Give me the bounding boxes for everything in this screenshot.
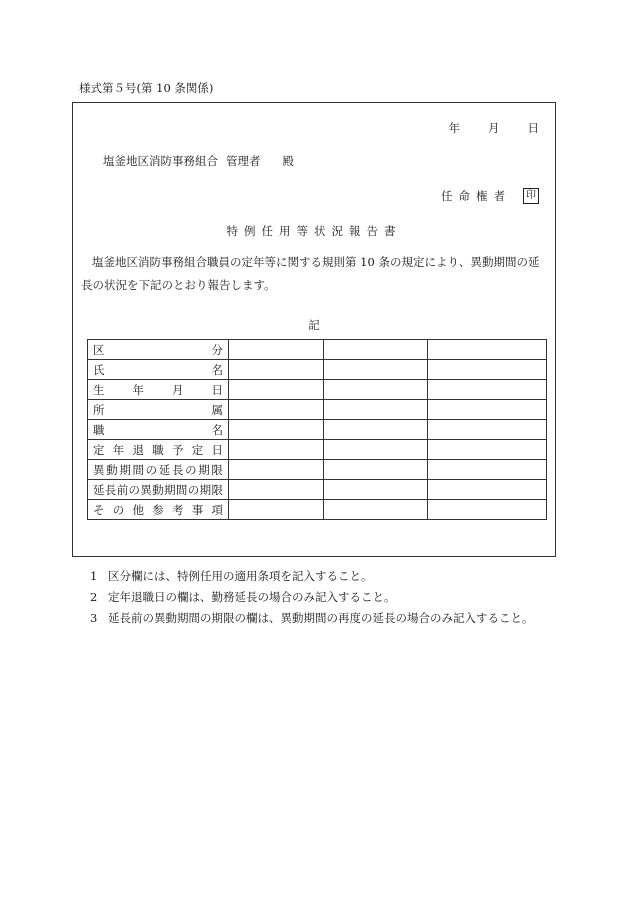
document-title: 特例任用等状況報告書 <box>226 224 402 238</box>
table-entry-cell[interactable] <box>229 500 324 520</box>
table-row <box>88 440 547 460</box>
table-row-label <box>88 440 229 460</box>
table-row-label <box>88 400 229 420</box>
table-row <box>88 420 547 440</box>
table-entry-cell[interactable] <box>428 400 547 420</box>
note-item <box>90 589 534 610</box>
table-entry-cell[interactable] <box>229 480 324 500</box>
table-entry-cell[interactable] <box>324 360 428 380</box>
table-entry-cell[interactable] <box>428 500 547 520</box>
table-row-label <box>88 360 229 380</box>
table-row <box>88 480 547 500</box>
date-year-label: 年 <box>448 121 460 135</box>
table-entry-cell[interactable] <box>428 360 547 380</box>
table-row <box>88 380 547 400</box>
table-entry-cell[interactable] <box>229 420 324 440</box>
table-row-label-text: 氏 名 <box>93 362 223 377</box>
table-entry-cell[interactable] <box>324 380 428 400</box>
table-row-label-text: 異 動 期 間 の 延 長 の 期 限 <box>93 462 223 477</box>
table-entry-cell[interactable] <box>324 440 428 460</box>
table-row <box>88 500 547 520</box>
table-row-label-text: 延 長 前 の 異 動 期 間 の 期 限 <box>93 482 223 497</box>
table-entry-cell[interactable] <box>324 400 428 420</box>
table-row-label <box>88 340 229 360</box>
table-row-label-text: 定 年 退 職 予 定 日 <box>93 442 223 457</box>
table-entry-cell[interactable] <box>428 420 547 440</box>
ki-heading: 記 <box>308 318 320 332</box>
table-row-label <box>88 420 229 440</box>
date-line <box>449 120 540 136</box>
table-entry-cell[interactable] <box>229 340 324 360</box>
table-row <box>88 460 547 480</box>
table-entry-cell[interactable] <box>229 360 324 380</box>
note-number: 3 <box>90 611 98 625</box>
addressee <box>103 153 294 169</box>
table-row-label <box>88 480 229 500</box>
table-entry-cell[interactable] <box>428 380 547 400</box>
table-row-label <box>88 460 229 480</box>
table-row-label <box>88 500 229 520</box>
table-row-label <box>88 380 229 400</box>
table-row-label-text: 区 分 <box>93 342 223 357</box>
form-number: 様式第５号(第 10 条関係) <box>79 81 214 95</box>
note-item <box>90 610 534 631</box>
table-entry-cell[interactable] <box>324 480 428 500</box>
report-form-frame <box>72 102 556 557</box>
table-row-label-text: 生 年 月 日 <box>93 382 223 397</box>
note-text: 延長前の異動期間の期限の欄は、異動期間の再度の延長の場合のみ記入すること。 <box>108 611 534 625</box>
table-row <box>88 400 547 420</box>
appointing-authority <box>441 188 539 204</box>
addressee-org: 塩釜地区消防事務組合 <box>103 154 218 168</box>
note-text: 定年退職日の欄は、勤務延長の場合のみ記入すること。 <box>108 590 396 604</box>
note-number: 1 <box>90 569 98 583</box>
date-month-label: 月 <box>488 121 500 135</box>
addressee-honorific: 殿 <box>282 154 294 168</box>
table-entry-cell[interactable] <box>229 400 324 420</box>
table-entry-cell[interactable] <box>324 420 428 440</box>
table-entry-cell[interactable] <box>229 460 324 480</box>
table-entry-cell[interactable] <box>229 440 324 460</box>
report-body-text: 塩釜地区消防事務組合職員の定年等に関する規則第 10 条の規定により、異動期間の延長の状況を下記のとおり報告します。 <box>81 255 540 292</box>
notes-list <box>90 568 534 631</box>
date-day-label: 日 <box>527 121 539 135</box>
note-number: 2 <box>90 590 98 604</box>
table-row-label-text: そ の 他 参 考 事 項 <box>93 502 223 517</box>
table-entry-cell[interactable] <box>428 460 547 480</box>
note-text: 区分欄には、特例任用の適用条項を記入すること。 <box>108 569 373 583</box>
note-item <box>90 568 534 589</box>
table-entry-cell[interactable] <box>428 480 547 500</box>
table-row <box>88 360 547 380</box>
table-row <box>88 340 547 360</box>
table-entry-cell[interactable] <box>324 460 428 480</box>
addressee-role: 管理者 <box>226 154 261 168</box>
table-entry-cell[interactable] <box>324 500 428 520</box>
table-entry-cell[interactable] <box>324 340 428 360</box>
table-row-label-text: 所 属 <box>93 402 223 417</box>
table-entry-cell[interactable] <box>428 440 547 460</box>
authority-label: 任命権者 <box>441 189 511 203</box>
table-entry-cell[interactable] <box>428 340 547 360</box>
table-entry-cell[interactable] <box>229 380 324 400</box>
report-table <box>87 339 547 520</box>
table-row-label-text: 職 名 <box>93 422 223 437</box>
seal-mark: 印 <box>523 188 539 204</box>
